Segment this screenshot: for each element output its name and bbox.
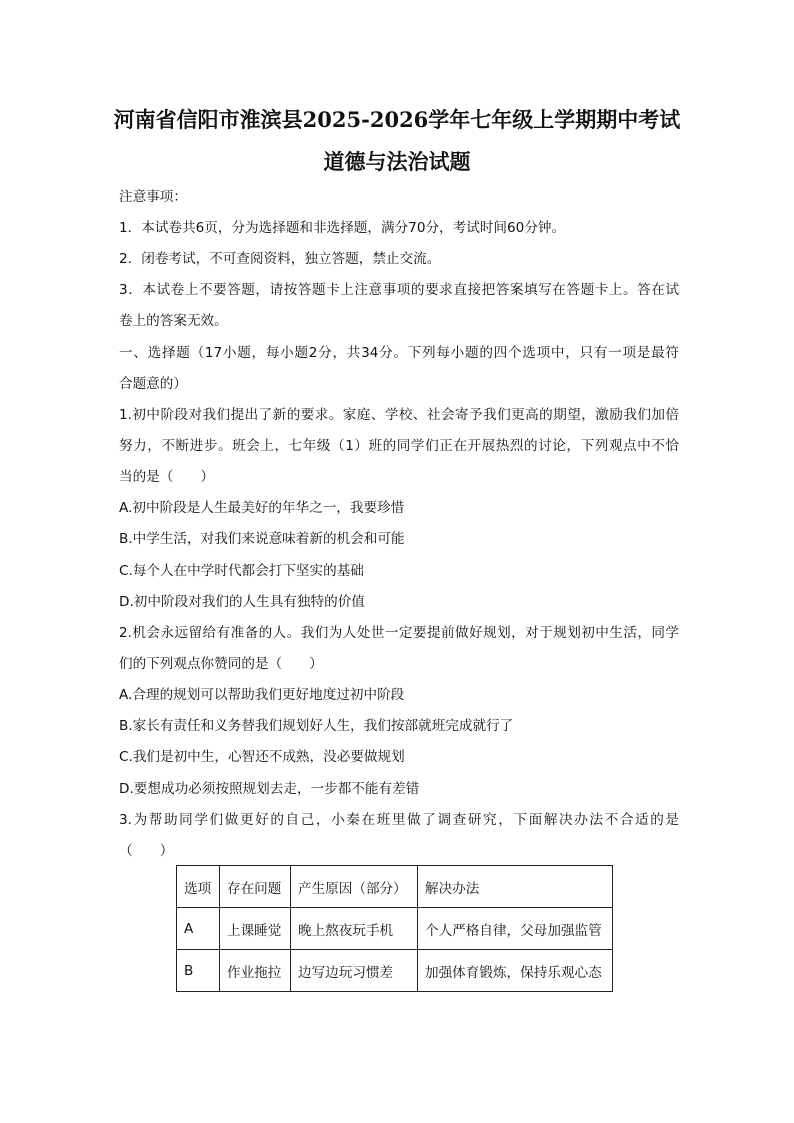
question-stem: 当的是（ ）: [119, 469, 215, 485]
answer-option: D.要想成功必须按照规划去走，一步都不能有差错: [119, 781, 420, 797]
table-header-cell: 解决办法: [418, 866, 613, 908]
notice-heading: 注意事项：: [119, 189, 187, 205]
table-cell: 作业拖拉: [220, 950, 291, 992]
table-header-row: [177, 866, 613, 908]
notice-item-continued: 卷上的答案无效。: [119, 313, 228, 329]
table-row: [177, 908, 613, 950]
table-cell: 边写边玩习惯差: [291, 950, 418, 992]
answer-option: A.初中阶段是人生最美好的年华之一，我要珍惜: [119, 500, 405, 516]
table-cell: 上课睡觉: [220, 908, 291, 950]
answer-option: B.中学生活，对我们来说意味着新的机会和可能: [119, 531, 405, 547]
section-heading-continued: 合题意的）: [119, 376, 187, 392]
answer-option: C.每个人在中学时代都会打下坚实的基础: [119, 563, 364, 579]
table-row: [177, 950, 613, 992]
answer-option: D.初中阶段对我们的人生具有独特的价值: [119, 594, 365, 610]
exam-subject-title: 道德与法治试题: [323, 149, 471, 174]
notice-item: 3．本试卷上不要答题，请按答题卡上注意事项的要求直接把答案填写在答题卡上。答在试: [119, 282, 679, 298]
question-stem: 努力，不断进步。班会上，七年级（1）班的同学们正在开展热烈的讨论，下列观点中不恰: [119, 438, 679, 454]
table-cell: A: [177, 908, 220, 950]
question-table: [176, 865, 613, 992]
answer-option: C.我们是初中生，心智还不成熟，没必要做规划: [119, 749, 405, 765]
question-stem: 2.机会永远留给有准备的人。我们为人处世一定要提前做好规划，对于规划初中生活，同学: [119, 625, 679, 641]
table-header-cell: 选项: [177, 866, 220, 908]
table-header-cell: 产生原因（部分）: [291, 866, 418, 908]
question-stem: 1.初中阶段对我们提出了新的要求。家庭、学校、社会寄予我们更高的期望，激励我们加倍: [119, 407, 679, 423]
table-cell: 加强体育锻炼，保持乐观心态: [418, 950, 613, 992]
table-cell: B: [177, 950, 220, 992]
answer-option: B.家长有责任和义务替我们规划好人生，我们按部就班完成就行了: [119, 718, 514, 734]
notice-item: 2．闭卷考试，不可查阅资料，独立答题，禁止交流。: [119, 251, 441, 267]
question-stem: 3.为帮助同学们做更好的自己，小秦在班里做了调查研究，下面解决办法不合适的是: [119, 812, 679, 828]
answer-option: A.合理的规划可以帮助我们更好地度过初中阶段: [119, 687, 405, 703]
notice-item: 1．本试卷共6页，分为选择题和非选择题，满分70分，考试时间60分钟。: [119, 220, 566, 236]
table-header-cell: 存在问题: [220, 866, 291, 908]
table-cell: 个人严格自律，父母加强监管: [418, 908, 613, 950]
section-heading: 一、选择题（17小题，每小题2分，共34分。下列每小题的四个选项中，只有一项是最符: [119, 345, 679, 361]
table-cell: 晚上熬夜玩手机: [291, 908, 418, 950]
question-stem: （ ）: [119, 843, 174, 859]
question-stem: 们的下列观点你赞同的是（ ）: [119, 656, 323, 672]
exam-title: 河南省信阳市淮滨县2025-2026学年七年级上学期期中考试: [113, 107, 681, 132]
